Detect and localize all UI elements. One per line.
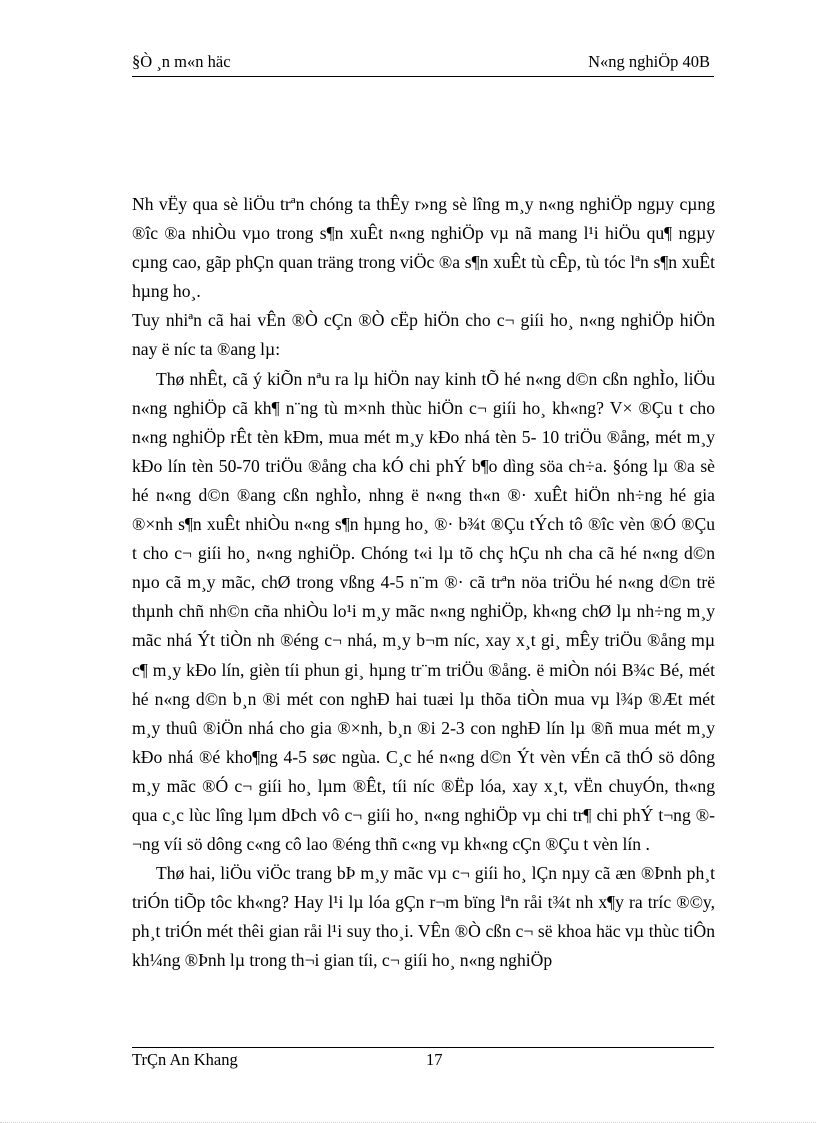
page-footer — [132, 1050, 714, 1072]
page-number: 17 — [426, 1050, 443, 1069]
page-header — [132, 52, 714, 76]
paragraph-1: Nh vËy qua sè liÖu trªn chóng ta thÊy r»ng sè lîng m¸y n«ng nghiÖp ngµy cµng ®îc ®a nhiÒu vµo trong s¶n xuÊt n«ng nghiÖp vµ nã mang l¹i hiÖu qu¶ ngµy cµng cao, gãp phÇn quan träng trong viÖc ®a s¶n xuÊt tù cÊp, tù tóc lªn s¶n xuÊt hµng ho¸. — [132, 194, 715, 302]
footer-divider — [132, 1047, 714, 1048]
header-divider — [132, 76, 714, 77]
header-course-title: §Ò ¸n m«n häc — [132, 52, 231, 71]
footer-author: TrÇn An Khang — [132, 1050, 238, 1069]
header-class-name: N«ng nghiÖp 40B — [588, 52, 710, 71]
paragraph-2: Tuy nhiªn cã hai vÊn ®Ò cÇn ®Ò cËp hiÖn cho c¬ giíi ho¸ n«ng nghiÖp hiÖn nay ë níc ta ®ang lµ: — [132, 310, 715, 360]
document-body — [132, 190, 715, 976]
paragraph-4: Thø hai, liÖu viÖc trang bÞ m¸y mãc vµ c¬ giíi ho¸ lÇn nµy cã æn ®Þnh ph¸t triÓn tiÕp tôc kh«ng? Hay l¹i lµ lóa gÇn r¬m bïng lªn råi t¾t nh x¶y ra tríc ®©y, ph¸t triÓn mét thêi gian råi l¹i suy tho¸i. VÊn ®Ò cßn c¬ së khoa häc vµ thùc tiÔn kh¼ng ®Þnh lµ trong th¬i gian tíi, c¬ giíi ho¸ n«ng nghiÖp — [132, 863, 715, 971]
paragraph-3: Thø nhÊt, cã ý kiÕn nªu ra lµ hiÖn nay kinh tÕ hé n«ng d©n cßn nghÌo, liÖu n«ng nghiÖp cã kh¶ n¨ng tù m×nh thùc hiÖn c¬ giíi ho¸ kh«ng? V× ®Çu t cho n«ng nghiÖp rÊt tèn kÐm, mua mét m¸y kÐo nhá tèn 5- 10 triÖu ®ång, mét m¸y kÐo lín tèn 50-70 triÖu ®ång cha kÓ chi phÝ b¶o dìng söa ch÷a. §óng lµ ®a sè hé n«ng d©n ®ang cßn nghÌo, nhng ë n«ng th«n ®· xuÊt hiÖn nh÷ng hé gia ®×nh s¶n xuÊt nhiÒu n«ng s¶n hµng ho¸ ®· b¾t ®Çu tÝch tô ®îc vèn ®Ó ®Çu t cho c¬ giíi ho¸ n«ng nghiÖp. Chóng t«i lµ tõ chç hÇu nh cha cã hé n«ng d©n nµo cã m¸y mãc, chØ trong vßng 4-5 n¨m ®· cã trªn nöa triÖu hé n«ng d©n trë thµnh chñ nh©n cña nhiÒu lo¹i m¸y mãc n«ng nghiÖp, kh«ng chØ lµ nh÷ng m¸y mãc nhá Ýt tiÒn nh ®éng c¬ nhá, m¸y b¬m níc, xay x¸t gi¸ mÊy triÖu ®ång mµ c¶ m¸y kÐo lín, gièn tíi phun gi¸ hµng tr¨m triÖu ®ång. ë miÒn nói B¾c Bé, mét hé n«ng d©n b¸n ®i mét con nghÐ hai tuæi lµ thõa tiÒn mua vµ l¾p ®Æt mét m¸y thuû ®iÖn nhá cho gia ®×nh, b¸n ®i 2-3 con nghÐ lín lµ ®ñ mua mét m¸y kÐo nhá ®é kho¶ng 4-5 søc ngùa. C¸c hé n«ng d©n Ýt vèn vÉn cã thÓ sö dông m¸y mãc ®Ó c¬ giíi ho¸ lµm ®Êt, tíi níc ®Ëp lóa, xay x¸t, vËn chuyÓn, th«ng qua c¸c lùc lîng lµm dÞch vô c¬ giíi ho¸ n«ng nghiÖp vµ chi tr¶ chi phÝ t¬ng ®¬ng víi sö dông c«ng cô lao ®éng thñ c«ng vµ kh«ng cÇn ®Çu t vèn lín . — [132, 368, 715, 855]
